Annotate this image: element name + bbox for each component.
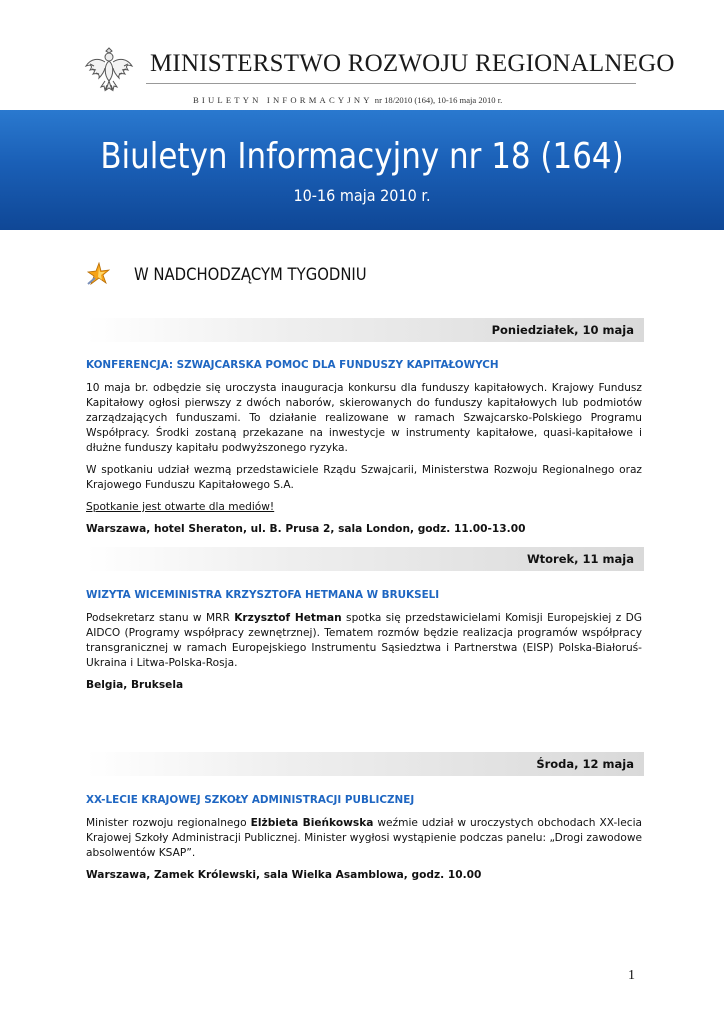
page-number: 1: [628, 968, 635, 983]
event-text: spotka się przedstawicielami Komisji Europejskiej z DG AIDCO (Programy współpracy zewnętrznej). Tematem rozmów będzie realizacja programów współpracy transgranicznej w ramach Europejskiego Instrumentu Sąsiedztwa i Partnerstwa (EISP) Polska-Białoruś-Ukraina i Litwa-Polska-Rosja.: [86, 612, 642, 669]
event-text: weźmie udział w uroczystych obchodach XX-lecia Krajowej Szkoły Administracji Publicznej. Minister wygłosi wystąpienie podczas panelu: „Drogi zawodowe absolwentów KSAP”.: [86, 817, 643, 859]
day-header-tuesday: Wtorek, 11 maja: [86, 547, 644, 571]
event-location: Belgia, Bruksela: [86, 679, 184, 691]
event-location: Warszawa, Zamek Królewski, sala Wielka Asamblowa, godz. 10.00: [86, 869, 482, 881]
event-paragraph: [86, 611, 642, 671]
document-header: [0, 0, 724, 110]
event-paragraph: 10 maja br. odbędzie się uroczysta inauguracja konkursu dla funduszy kapitałowych. Krajowy Fundusz Kapitałowy ogłosi pierwszy z dwóch naborów, skierowanych do funduszy kapitałowych lub podmiotów zarządzających funduszami. To działanie realizowane w ramach Szwajcarsko-Polskiego Programu Współpracy. Środki zostaną przekazane na inwestycje w instrumenty kapitałowe, quasi-kapitałowe i dłużne funduszy kapitału podwyższonego ryzyka.: [86, 382, 642, 454]
bulletin-dates: 10-16 maja 2010 r.: [293, 186, 431, 205]
section-title: W NADCHODZĄCYM TYGODNIU: [134, 265, 367, 284]
event-paragraph: [86, 816, 642, 861]
event-text: Podsekretarz stanu w MRR: [86, 612, 235, 624]
media-note: Spotkanie jest otwarte dla mediów!: [86, 501, 275, 513]
section-heading: [86, 262, 646, 292]
ministry-name: MINISTERSTWO ROZWOJU REGIONALNEGO: [150, 50, 675, 77]
event-title: KONFERENCJA: SZWAJCARSKA POMOC DLA FUNDUSZY KAPITAŁOWYCH: [86, 359, 499, 371]
event-paragraph: W spotkaniu udział wezmą przedstawiciele Rządu Szwajcarii, Ministerstwa Rozwoju Regionalnego oraz Krajowego Funduszu Kapitałowego S.A.: [86, 464, 642, 491]
event-tuesday: [86, 588, 642, 700]
bulletin-number-date: nr 18/2010 (164), 10-16 maja 2010 r.: [374, 95, 503, 105]
day-header-wednesday: Środa, 12 maja: [86, 752, 644, 776]
star-icon: [86, 262, 110, 286]
event-text: Minister rozwoju regionalnego: [86, 817, 251, 829]
event-title: XX-LECIE KRAJOWEJ SZKOŁY ADMINISTRACJI PUBLICZNEJ: [86, 794, 415, 806]
person-name: Krzysztof Hetman: [234, 612, 342, 624]
bulletin-subline: [193, 95, 502, 105]
event-location: Warszawa, hotel Sheraton, ul. B. Prusa 2, sala London, godz. 11.00-13.00: [86, 523, 526, 535]
title-banner: [0, 110, 724, 230]
bulletin-label: BIULETYN INFORMACYJNY: [193, 95, 373, 105]
event-title: WIZYTA WICEMINISTRA KRZYSZTOFA HETMANA W BRUKSELI: [86, 589, 440, 601]
bulletin-title: Biuletyn Informacyjny nr 18 (164): [100, 136, 624, 177]
header-divider: [146, 83, 636, 84]
eagle-emblem-icon: [84, 42, 134, 94]
person-name: Elżbieta Bieńkowska: [250, 817, 374, 829]
event-wednesday: [86, 793, 642, 890]
event-monday: [86, 358, 642, 544]
day-header-monday: Poniedziałek, 10 maja: [86, 318, 644, 342]
